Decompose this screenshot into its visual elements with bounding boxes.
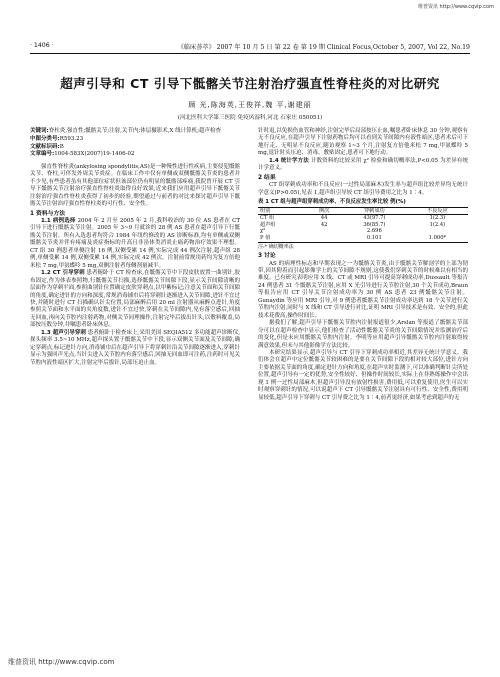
table-cell: 43(97.7) (363, 215, 386, 222)
table-cell (306, 228, 342, 235)
doc-code-label: 文献标识码: (30, 143, 60, 150)
section-1-2-text: 患者俯卧于 CT 检查床,在骶髂关节中下段皮肤放置一曲别针,胶布固定,作为体表参照物,行骶髂关节扫描,选择骶髂关节间隙下段,显示关节间隙清晰的层面作为穿刺平面,参照曲别针位置确定皮肤穿刺点,以甲紫标记;注意关节面和关节间隙的角度,确定进针的方向和深度,常规消毒铺巾后将穿刺针逐渐进入关节间隙,进针不宜过快,并随时进行 CT 扫描确认针尖位置,局部麻醉后用 20 ml 注射器从麻醉点进针,角度参照关节面和水平面的夹角度数,进针不宜过快,穿刺在关节间隙内,见有落空感后,回抽无回血,再向关节腔内注射药物,对侧关节同理操作,注射完毕后拔出针头,以敷料覆盖,局部按压数分钟,并嘱患者卧床休息。 (30, 270, 240, 329)
left-column (30, 128, 240, 367)
table-header-row (258, 207, 468, 215)
section-1-1 (30, 218, 240, 270)
page-number: · 1406 · (30, 42, 54, 49)
table-note: 注:* 确切概率法 (258, 243, 294, 250)
table-cell: 36(85.7) (363, 221, 386, 228)
section-1-3-label: 1.3 超声引导穿刺 (41, 329, 86, 336)
running-head (30, 40, 470, 52)
discussion-paragraph-2: 据我们了解,超声引导下骶髂关节腔内注射报道很少,Arslan 等报道了骶髂关节部分可以在超声检查中显示,他们检查了活动性骶髂关节炎的关节间隙情况并监测治疗后的变化,但是未应用骶髂关节腔内注射。李明等应用超声引导骶髂关节腔内注射取得较满意效果,但未与其他影像学方法比较。 (258, 320, 468, 349)
table-row (258, 222, 468, 229)
table-row (258, 228, 468, 235)
continued-paragraph: 针时退,以免损伤血管和神经,注射完毕后局部按压止血,嘱患者卧床休息 30 分钟,观察有无不良反应,在超声引导下注射药物后均可以看到关节间隙内有液性暗区,患者术后可下地行走、无明显不良反应,随访观察 1~3 个月,注射复方倍他米松 7 mg,甲氨蝶呤 5 mg,退针时头压迫、消毒、敷贴固定,患者可下地行动。 (258, 128, 468, 157)
section-heading-results: 2 结果 (258, 174, 276, 181)
table-header-cell: 穿刺成功 (363, 207, 385, 214)
results-table (258, 199, 468, 243)
table-cell (407, 228, 468, 235)
table-cell: 1(2.4) (429, 221, 446, 228)
right-column (258, 128, 468, 402)
journal-citation: 《临床荟萃》 2007 年 10 月 5 日 第 22 卷 第 19 期 Clinical Focus,October 5, 2007, Vol 22, No.19 (177, 44, 470, 51)
clc-number (30, 136, 240, 143)
discussion-paragraph-3: 本研究结果显示,超声引导与 CT 引导下穿刺成功率相近,其差异无统计学意义。我们体会在超声中定位骶髂关节较困难的是要在关节间隙下段的相对较大部位,进针方向主要依据关节面的角度,确定进针方向和角度,在超声实时监测下,可以准确判断针尖所处位置,超声引导有一定的优势,安全性较好、但操作时间较长,实际上在非熟练操作中会出现 1 例一过性局部麻木,但超声引导没有放射性损害,费用低,可以重复使用,医生可以实时观察穿刺针的情况,可以说超声下 CT 引导骶髂关节注射具有可行性、安全性,费用明显较低,超声引导下穿刺与 CT 引导费之比为 1∶4,前者更经济,如果考虑到超声的无 (258, 349, 468, 401)
clc-label: 中图分类号: (30, 136, 60, 143)
section-1-4-label: 1.4 统计学方法 (269, 157, 309, 164)
table-cell: χ² (260, 228, 266, 235)
table-header-cell: 不良反应 (426, 207, 448, 214)
table-header-cell: 例次 (318, 207, 330, 214)
results-paragraph: CT 组穿刺成功率和不良反应(一过性局部麻木)发生率与超声组比较差异均无统计学意义(P>0.05),见表 1,超声组引导较 CT 组引导费用之比为 1∶4。 (258, 182, 468, 196)
table-cell: 0.101 (366, 235, 382, 242)
section-heading-discussion: 3 讨论 (258, 253, 276, 260)
section-1-3-text: 患者俯卧于检查床上,采用美国 SEQIA512 多功能超声诊断仪,探头频率 3.5~10 MHz,超声探头置于骶髂关节中下段,显示双侧关节面及关节间隙,确定穿刺点,标记进针方向,消毒铺巾后在超声引导下将穿刺针沿关节间隙逐渐进入,穿刺针显示为强回声光点,当针尖进入关节腔内有落空感后,回抽无回血即可注药,注药时可见关节腔内液性暗区扩大,注射完毕后拔针,局部压迫止血。 (30, 329, 241, 366)
table-cell: 2.696 (366, 228, 382, 235)
keywords-label: 关键词: (30, 128, 49, 134)
section-1-2-label: 1.2 CT 引导穿刺 (41, 270, 85, 277)
keywords (30, 128, 240, 135)
article-id (30, 151, 240, 158)
top-watermark-bar (0, 0, 500, 14)
clc-text: R593.23 (59, 136, 84, 143)
table-header-cell: 组别 (260, 207, 271, 214)
section-1-1-text: 2004 年 2 月至 2005 年 2 月,我科收治的 30 位 AS 患者在 CT 引导下进行骶髂关节注射。2005 年 3~9 月就诊的 28 例 AS 患者在超声引导下行骶髂关节注射。所有入选患者均符合 1984 年纽约修改的 AS 诊断标准,均有单侧或双侧骶髂关节炎并伴有疼痛及炎症指标的升高且非甾体类消炎止痛药物治疗效果不理想。CT 组 30 例患者单侧注射 16 例,双侧受累 14 例,实际完成 44 例次注射,超声组 28 例,单侧受累 14 例,双侧受累 14 例,实际完成 42 例次。注射前常规用药均为复方倍他米松 7 mg,甲氨蝶呤 5 mg,双侧注射者每侧剂量减半。 (30, 217, 240, 269)
section-1-4-text: 计数资料的比较采用 χ² 检验和确切概率法,P<0.05 为差异有统计学意义。 (258, 157, 469, 172)
intro-paragraph: 强直性脊柱炎(ankylosing spondylitis,AS)是一种慢性进行性疾病,主要侵犯骶髂关节、脊柱,可伴发外周关节炎症。在临床工作中仅有单侧或双侧骶髂关节炎的患者并不少见,有些患者虽有其他部位症状但该部位仍有明显的骶髂部疼痛,我院曾开展 CT 引导下骶髂关节注射治疗强直性脊柱炎取得良好效果,近来我们应用超声引导下骶髂关节注射治疗强直性脊柱炎获得了初步的经验,期望通过与前者的对比来探讨超声引导下骶髂关节注射治疗强直性脊柱炎的可行性、安全性。 (30, 163, 240, 208)
table-cell: CT 组 (260, 215, 275, 222)
table-caption: 表 1 CT 组与超声组穿刺成功率、不良反应发生率比较 例(%) (258, 199, 406, 206)
section-1-1-label: 1.1 病例选择 (41, 217, 76, 224)
discussion-paragraph-1: AS 的病理性标志和早期表现之一为骶髂关节炎,由于骶髂关节解剖学的上部为韧带,因其附着而引起影像学上的关节间隙不规则,这使我们穿刺关节的时候难以有相当的难度。已有研究表明应用 X 线、CT 或 MRI 引导可提高穿刺成功率,Dussault 等报告 24 例患者 31 个骶髂关节注射,应用 X 光引导进行关节腔注射,30 个关节成功,Braun 等报告应用 CT 引导关节注射成功率为 30 例 AS 患者 23 例骶髂关节注射。Gunaydin 等应用 MRI 引导,对 9 例患者骶髂关节注射成功率达到 18 个关节进行关节腔内注射,同时与 X 线和 CT 引导进行对比,证明 MRI 引导技术是有效、安全的,但此技术花费高,操作时间长。 (258, 260, 468, 319)
keywords-text: 脊柱炎,强直性;骶髂关节;注射,关节内;体层摄影术,X 线计算机;超声检查 (48, 128, 222, 134)
affiliation: (河北医科大学第三医院 免疫风湿科,河北 石家庄 050051) (177, 115, 323, 121)
article-id-text: 1004-583X(2007)19-1406-02 (54, 151, 135, 158)
header-rule (30, 53, 470, 54)
table-row (258, 235, 468, 242)
table-cell: 42 (320, 221, 328, 228)
table-cell: 超声组 (260, 221, 276, 228)
table-cell: P 值 (260, 235, 271, 242)
table-row (258, 215, 468, 222)
top-watermark: 维普资讯 http://www.cqvip.com (417, 4, 494, 10)
section-1-4 (258, 158, 468, 173)
table-cell (306, 235, 342, 242)
table-cell: 1(2.3) (429, 215, 446, 222)
bottom-watermark: 维普资讯 http://www.cqvip.com (8, 658, 115, 666)
doc-code-text: B (59, 143, 64, 150)
table-cell: 44 (320, 215, 328, 222)
article-id-label: 文章编号: (30, 151, 55, 158)
section-1-3 (30, 330, 240, 367)
section-heading-methods: 1 资料与方法 (30, 210, 66, 217)
section-1-2 (30, 270, 240, 330)
table-cell: 1.000* (428, 235, 447, 242)
authors: 顾 光,陈海英,王俊祥,魏 平,谢建丽 (188, 101, 312, 109)
article-title: 超声引导和 CT 引导下骶髂关节注射治疗强直性脊柱炎的对比研究 (60, 76, 440, 91)
